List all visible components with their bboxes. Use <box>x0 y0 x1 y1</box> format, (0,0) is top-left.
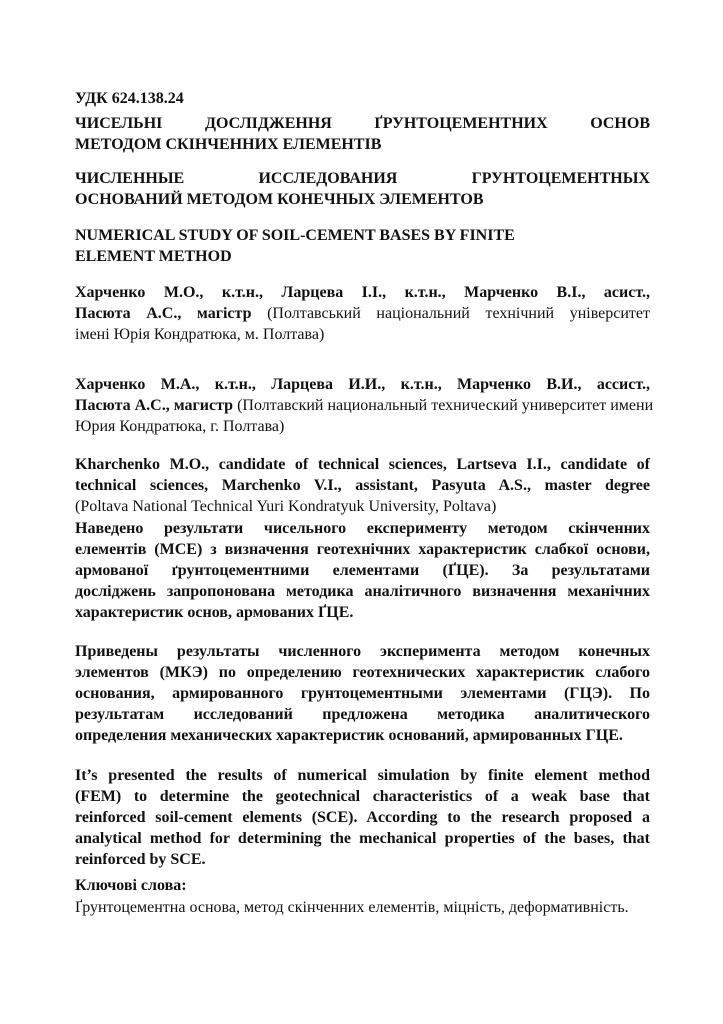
text-segment: імені Юрія Кондратюка, м. Полтава) <box>75 326 325 343</box>
text-line <box>75 303 650 324</box>
text-segment: (FEM) to determine the geotechnical characteristics of a weak base that <box>75 788 650 805</box>
text-line <box>75 518 650 539</box>
text-line <box>75 88 650 109</box>
text-line <box>75 282 650 303</box>
authors-ukrainian <box>75 282 650 345</box>
text-line <box>75 475 650 496</box>
text-line <box>75 581 650 602</box>
text-segment: It’s presented the results of numerical simulation by finite element method <box>75 767 650 784</box>
text-line <box>75 765 650 786</box>
text-segment: армованої ґрунтоцементними елементами (ҐЦЕ). За результатами <box>75 562 650 579</box>
abstract-russian <box>75 641 650 746</box>
text-line <box>75 602 650 623</box>
text-line <box>75 395 654 416</box>
text-segment: ОСНОВАНИЙ МЕТОДОМ КОНЕЧНЫХ ЭЛЕМЕНТОВ <box>75 191 484 208</box>
text-segment: Пасюта А.С., магістр <box>75 305 252 322</box>
text-segment: Юрия Кондратюка, г. Полтава) <box>75 418 285 435</box>
text-segment: NUMERICAL STUDY OF SOIL-CEMENT BASES BY FINITE <box>75 227 515 244</box>
text-line <box>75 539 650 560</box>
text-segment: определения механических характеристик оснований, армированных ГЦЕ. <box>75 727 623 744</box>
text-line <box>75 683 650 704</box>
text-line <box>75 496 650 517</box>
text-segment: основания, армированного грунтоцементными элементами (ГЦЭ). По <box>75 685 650 702</box>
text-line <box>75 113 650 134</box>
text-line <box>75 189 650 210</box>
text-line <box>75 416 650 437</box>
text-segment: Харченко М.А., к.т.н., Ларцева И.И., к.т.н., Марченко В.И., ассист., <box>75 376 650 393</box>
text-line <box>75 374 650 395</box>
text-line <box>75 168 650 189</box>
keywords-label <box>75 875 650 896</box>
abstract-ukrainian <box>75 518 650 623</box>
text-segment: элементов (МКЭ) по определению геотехнических характеристик слабого <box>75 664 650 681</box>
text-line <box>75 134 650 155</box>
text-line <box>75 875 650 896</box>
authors-english <box>75 454 650 517</box>
text-segment: характеристик основ, армованих ҐЦЕ. <box>75 604 354 621</box>
text-line <box>75 807 650 828</box>
text-segment: МЕТОДОМ СКІНЧЕННИХ ЕЛЕМЕНТІВ <box>75 136 382 153</box>
text-segment: (Полтавський національний технічний університет <box>251 305 651 322</box>
udc-code <box>75 88 650 109</box>
text-segment: reinforced by SCE. <box>75 851 206 868</box>
text-segment: Пасюта А.С., магистр <box>75 397 234 414</box>
text-line <box>75 324 650 345</box>
text-line <box>75 725 650 746</box>
keywords-text <box>75 897 650 918</box>
text-segment: результатам исследований предложена методика аналитического <box>75 706 650 723</box>
text-segment: УДК 624.138.24 <box>75 90 184 107</box>
text-line <box>75 246 650 267</box>
abstract-english <box>75 765 650 870</box>
text-segment: ELEMENT METHOD <box>75 248 232 265</box>
text-segment: (Полтавский национальный технический университет имени <box>233 397 654 414</box>
text-line <box>75 454 650 475</box>
title-english <box>75 225 650 267</box>
text-segment: Наведено результати чисельного експерименту методом скінченних <box>75 520 650 537</box>
authors-russian <box>75 374 654 437</box>
text-segment: Харченко М.О., к.т.н., Ларцева І.І., к.т.н., Марченко В.І., асист., <box>75 284 650 301</box>
text-segment: Приведены результаты численного эксперимента методом конечных <box>75 643 650 660</box>
text-line <box>75 560 650 581</box>
text-segment: technical sciences, Marchenko V.I., assistant, Pasyuta A.S., master degree <box>75 477 650 494</box>
text-line <box>75 786 650 807</box>
text-segment: analytical method for determining the mechanical properties of the bases, that <box>75 830 650 847</box>
text-segment: елементів (МСЕ) з визначення геотехнічних характеристик слабкої основи, <box>75 541 650 558</box>
text-line <box>75 828 650 849</box>
title-ukrainian <box>75 113 650 155</box>
text-line <box>75 704 650 725</box>
text-segment: Kharchenko M.O., candidate of technical sciences, Lartseva I.I., candidate of <box>75 456 650 473</box>
text-line <box>75 897 650 918</box>
text-segment: reinforced soil-cement elements (SCE). According to the research proposed a <box>75 809 650 826</box>
text-line <box>75 662 650 683</box>
text-line <box>75 225 650 246</box>
text-segment: досліджень запропонована методика аналітичного визначення механічних <box>75 583 650 600</box>
text-segment: ЧИСЕЛЬНІ ДОСЛІДЖЕННЯ ҐРУНТОЦЕМЕНТНИХ ОСНОВ <box>75 115 650 132</box>
text-segment: ЧИСЛЕННЫЕ ИССЛЕДОВАНИЯ ГРУНТОЦЕМЕНТНЫХ <box>75 170 650 187</box>
text-segment: Ключові слова: <box>75 877 187 894</box>
text-segment: Ґрунтоцементна основа, метод скінченних елементів, міцність, деформативність. <box>75 899 629 916</box>
text-line <box>75 641 650 662</box>
title-russian <box>75 168 650 210</box>
text-line <box>75 849 650 870</box>
text-segment: (Poltava National Technical Yuri Kondratyuk University, Poltava) <box>75 498 497 515</box>
